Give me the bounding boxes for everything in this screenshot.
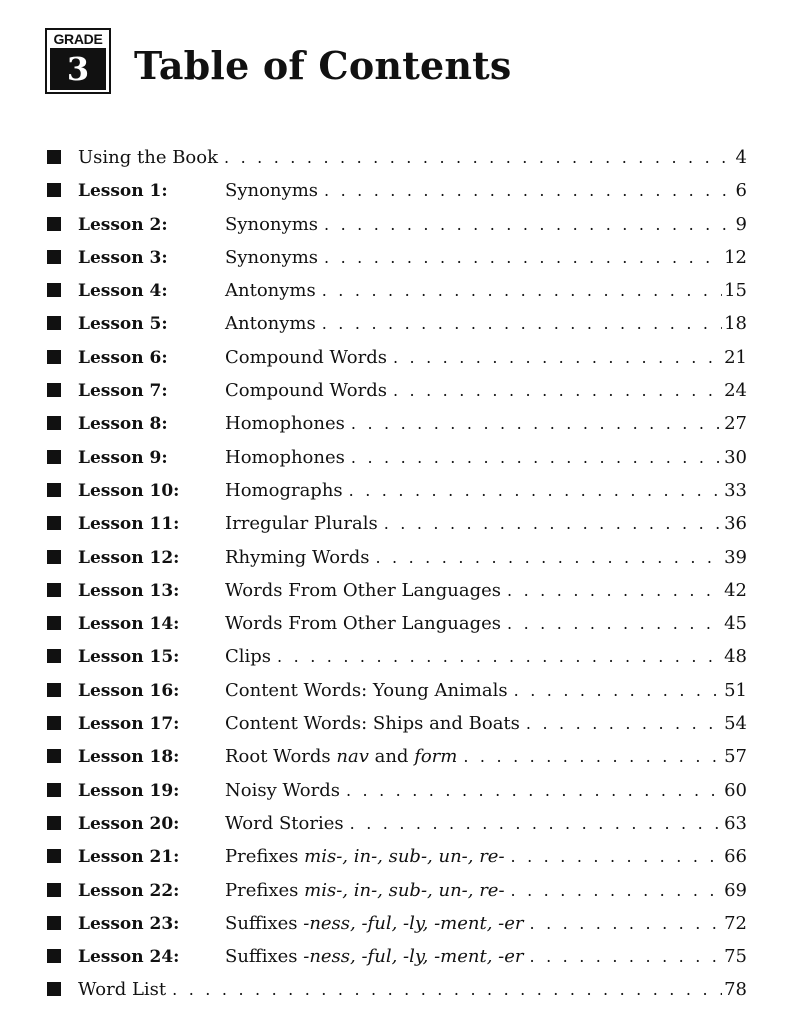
lesson-topic [225,777,340,805]
topic-italic-term: mis-, in-, sub-, un-, re- [304,879,505,901]
toc-entry-line [225,610,747,638]
topic-text: Noisy Words [225,779,340,801]
toc-entry [0,475,791,508]
toc-entry-line [225,843,747,871]
lesson-label: Lesson 14: [78,614,180,635]
lesson-topic [225,277,316,305]
toc-entry [0,775,791,808]
lesson-label: Lesson 7: [78,381,168,402]
dot-leader [514,677,722,705]
toc-entry-line [78,144,747,172]
page-number: 57 [724,746,747,768]
square-bullet-icon [47,350,61,364]
square-bullet-icon [47,416,61,430]
page-number: 36 [724,513,747,535]
toc-entry [0,675,791,708]
dot-leader [511,877,723,905]
toc-entry-line [225,777,747,805]
toc-entry-line [225,310,747,338]
topic-text: Homophones [225,446,345,468]
lesson-label: Lesson 4: [78,281,168,302]
page-number: 24 [724,380,747,402]
lesson-label: Lesson 16: [78,680,180,701]
lesson-topic [225,610,501,638]
dot-leader [507,610,722,638]
dot-leader [530,910,723,938]
toc-entry [0,175,791,208]
square-bullet-icon [47,183,61,197]
lesson-label: Lesson 11: [78,514,180,535]
toc-entry [0,841,791,874]
lesson-topic [225,710,520,738]
square-bullet-icon [47,217,61,231]
dot-leader [324,244,722,272]
page-number: 6 [735,180,747,202]
toc-entry [0,275,791,308]
toc-entry-line [225,910,747,938]
lesson-topic [225,877,505,905]
page-number: 45 [724,613,747,635]
dot-leader [350,810,722,838]
topic-text: Prefixes [225,846,305,868]
toc-entry-line [225,277,747,305]
dot-leader [375,544,722,572]
square-bullet-icon [47,982,61,996]
page-number: 63 [724,812,747,834]
page-number: 21 [724,346,747,368]
topic-text: Compound Words [225,346,387,368]
square-bullet-icon [47,550,61,564]
page-number: 60 [724,779,747,801]
lesson-topic [225,377,387,405]
lesson-topic [225,477,343,505]
lesson-topic [225,643,271,671]
lesson-topic [225,310,316,338]
dot-leader [324,177,734,205]
lesson-topic [225,177,318,205]
topic-text: Homophones [225,413,345,435]
square-bullet-icon [47,383,61,397]
toc-entry-line [225,177,747,205]
grade-number: 3 [50,48,106,90]
lesson-label: Lesson 21: [78,847,180,868]
dot-leader [224,144,734,172]
square-bullet-icon [47,616,61,630]
toc-entry [0,442,791,475]
lesson-topic [225,910,524,938]
table-of-contents [0,142,791,1008]
toc-entry [0,242,791,275]
topic-text: Homographs [225,479,343,501]
page-title: Table of Contents [134,43,512,88]
dot-leader [384,510,722,538]
topic-text: Synonyms [225,180,318,202]
dot-leader [324,211,734,239]
lesson-topic [225,410,345,438]
lesson-label: Lesson 9: [78,447,168,468]
square-bullet-icon [47,716,61,730]
lesson-label: Lesson 22: [78,880,180,901]
page-number: 51 [724,679,747,701]
lesson-topic [225,544,369,572]
square-bullet-icon [47,849,61,863]
topic-text: Antonyms [225,280,316,302]
page-number: 42 [724,579,747,601]
square-bullet-icon [47,150,61,164]
page-number: 75 [724,946,747,968]
topic-text: Content Words: Young Animals [225,679,508,701]
dot-leader [322,310,722,338]
grade-label: GRADE [53,31,103,47]
square-bullet-icon [47,450,61,464]
lesson-topic [78,144,218,172]
square-bullet-icon [47,683,61,697]
dot-leader [346,777,722,805]
toc-entry [0,708,791,741]
topic-text: Word Stories [225,812,344,834]
lesson-topic [225,444,345,472]
toc-entry-line [225,943,747,971]
topic-text: and [368,746,415,768]
toc-entry-line [225,244,747,272]
dot-leader [511,843,723,871]
dot-leader [322,277,722,305]
toc-entry-line [225,643,747,671]
lesson-topic [225,211,318,239]
page-number: 18 [724,313,747,335]
lesson-topic [225,510,378,538]
square-bullet-icon [47,749,61,763]
toc-entry [0,608,791,641]
lesson-topic [225,677,508,705]
lesson-topic [225,244,318,272]
lesson-label: Lesson 17: [78,714,180,735]
dot-leader [277,643,722,671]
square-bullet-icon [47,516,61,530]
lesson-label: Lesson 24: [78,947,180,968]
topic-text: Using the Book [78,147,219,168]
lesson-label: Lesson 15: [78,647,180,668]
toc-entry-line [225,743,747,771]
toc-entry [0,575,791,608]
toc-entry [0,808,791,841]
page-number: 9 [735,213,747,235]
toc-entry-line [225,877,747,905]
toc-entry-line [78,976,747,1004]
toc-entry [0,408,791,441]
page-number: 78 [724,979,747,1001]
topic-text: Rhyming Words [225,546,370,568]
square-bullet-icon [47,883,61,897]
page-number: 72 [724,912,747,934]
topic-text: Words From Other Languages [225,579,502,601]
page-number: 15 [724,280,747,302]
topic-italic-term: nav [336,746,369,768]
toc-entry-line [225,410,747,438]
dot-leader [351,410,722,438]
page-number: 48 [724,646,747,668]
square-bullet-icon [47,916,61,930]
square-bullet-icon [47,250,61,264]
page-number: 69 [724,879,747,901]
topic-text: Content Words: Ships and Boats [225,713,520,735]
dot-leader [507,577,722,605]
toc-entry [0,875,791,908]
lesson-label: Lesson 1: [78,181,168,202]
toc-entry [0,908,791,941]
toc-entry [0,741,791,774]
page-number: 27 [724,413,747,435]
dot-leader [393,344,722,372]
topic-text: Antonyms [225,313,316,335]
square-bullet-icon [47,283,61,297]
page-number: 12 [724,246,747,268]
lesson-label: Lesson 18: [78,747,180,768]
topic-text: Clips [225,646,272,668]
square-bullet-icon [47,316,61,330]
topic-text: Word List [78,979,167,1001]
lesson-label: Lesson 10: [78,480,180,501]
dot-leader [349,477,722,505]
topic-text: Synonyms [225,246,318,268]
lesson-topic [225,743,457,771]
topic-italic-term: -ness, -ful, -ly, -ment, -er [303,946,524,968]
square-bullet-icon [47,949,61,963]
topic-text: Compound Words [225,380,387,402]
toc-entry-line [225,544,747,572]
toc-entry [0,641,791,674]
lesson-topic [225,843,505,871]
toc-entry [0,142,791,175]
topic-text: Suffixes [225,946,304,968]
toc-entry-line [225,810,747,838]
toc-entry [0,209,791,242]
page-number: 66 [724,846,747,868]
lesson-label: Lesson 8: [78,414,168,435]
toc-entry-line [225,477,747,505]
square-bullet-icon [47,783,61,797]
toc-entry-line [225,344,747,372]
topic-text: Irregular Plurals [225,513,378,535]
lesson-topic [225,943,524,971]
dot-leader [393,377,722,405]
topic-text: Suffixes [225,912,304,934]
lesson-label: Lesson 23: [78,913,180,934]
topic-text: Synonyms [225,213,318,235]
lesson-label: Lesson 2: [78,214,168,235]
lesson-label: Lesson 6: [78,347,168,368]
square-bullet-icon [47,483,61,497]
toc-entry [0,342,791,375]
dot-leader [530,943,723,971]
toc-entry-line [225,510,747,538]
lesson-topic [225,344,387,372]
page-number: 30 [724,446,747,468]
toc-entry [0,974,791,1007]
lesson-label: Lesson 3: [78,247,168,268]
topic-text: Prefixes [225,879,305,901]
topic-text: Root Words [225,746,337,768]
dot-leader [351,444,722,472]
toc-entry-line [225,444,747,472]
dot-leader [526,710,722,738]
lesson-label: Lesson 20: [78,813,180,834]
toc-entry-line [225,377,747,405]
lesson-label: Lesson 19: [78,780,180,801]
lesson-label: Lesson 5: [78,314,168,335]
lesson-topic [225,810,344,838]
lesson-topic [225,577,501,605]
topic-italic-term: mis-, in-, sub-, un-, re- [304,846,505,868]
page-number: 54 [724,713,747,735]
lesson-label: Lesson 12: [78,547,180,568]
toc-entry [0,508,791,541]
lesson-topic [78,976,166,1004]
toc-entry-line [225,211,747,239]
topic-italic-term: form [414,746,458,768]
page-number: 33 [724,479,747,501]
topic-italic-term: -ness, -ful, -ly, -ment, -er [303,912,524,934]
grade-badge [45,28,111,94]
lesson-label: Lesson 13: [78,580,180,601]
toc-entry-line [225,577,747,605]
dot-leader [463,743,722,771]
square-bullet-icon [47,816,61,830]
square-bullet-icon [47,649,61,663]
square-bullet-icon [47,583,61,597]
dot-leader [172,976,722,1004]
page-number: 4 [735,147,747,168]
toc-entry-line [225,710,747,738]
toc-entry [0,375,791,408]
topic-text: Words From Other Languages [225,613,502,635]
toc-entry [0,542,791,575]
page-number: 39 [724,546,747,568]
toc-entry [0,941,791,974]
toc-entry-line [225,677,747,705]
toc-entry [0,308,791,341]
